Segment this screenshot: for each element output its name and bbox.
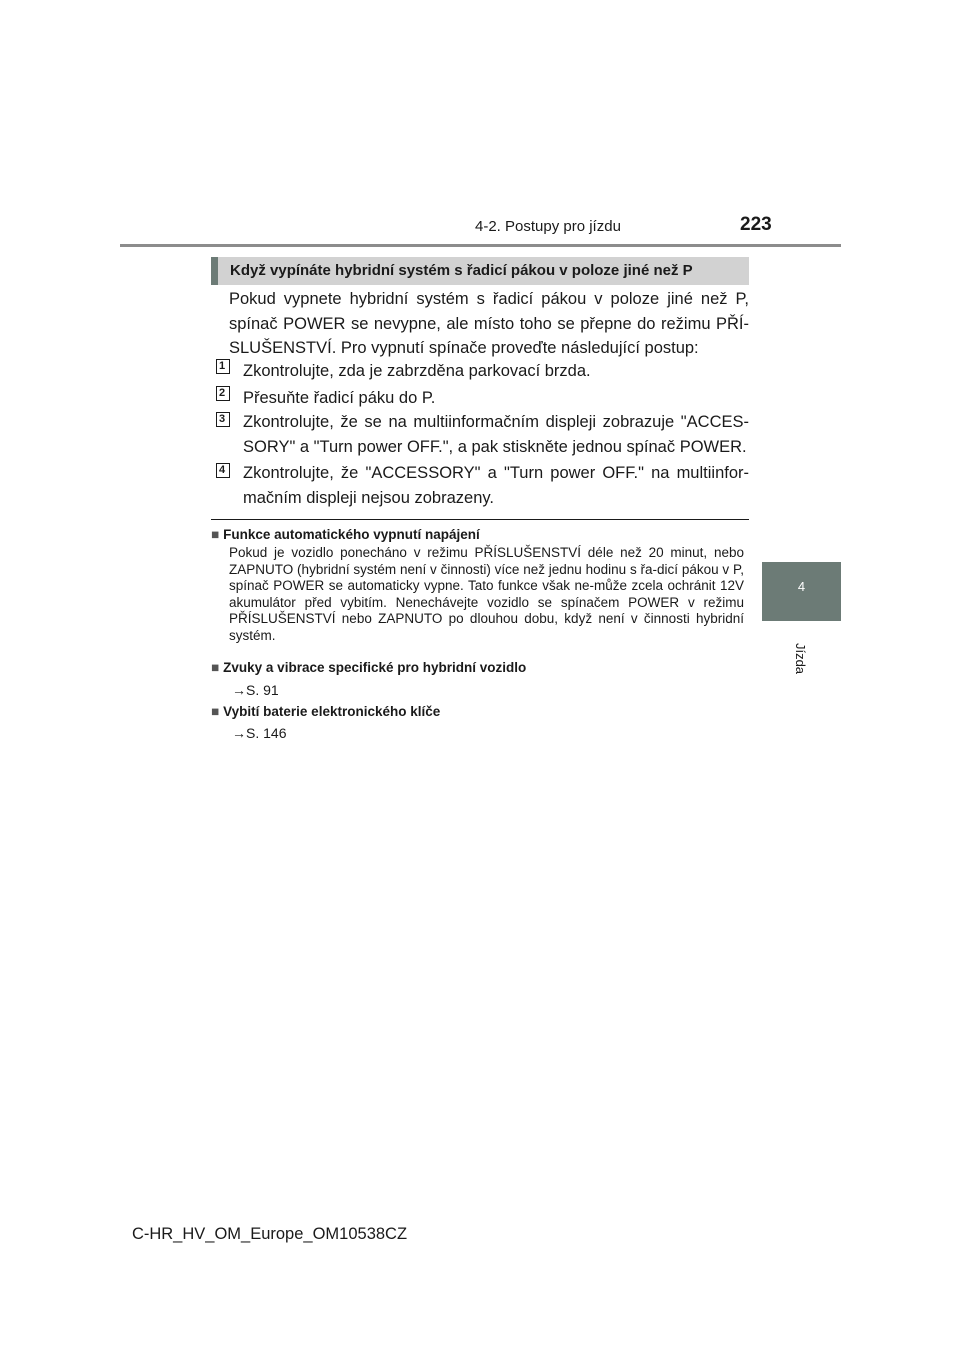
note-title-sounds xyxy=(211,660,526,675)
chapter-label-text: Jízda xyxy=(793,642,809,674)
note-title-text: Vybití baterie elektronického klíče xyxy=(223,704,441,719)
note-marker: ■ xyxy=(211,527,220,542)
step-text-2: Přesuňte řadicí páku do P. xyxy=(243,389,436,407)
intro-paragraph: Pokud vypnete hybridní systém s řadicí pákou v poloze jiné než P, spínač POWER se nevypne, ale místo toho se přepne do režimu PŘÍ-SLUŠENSTVÍ. Pro vypnutí spínače proveďte následující postup: xyxy=(229,290,749,357)
step-number-3: 3 xyxy=(216,412,230,427)
note-ref-key-battery[interactable]: →S. 146 xyxy=(232,725,287,741)
chapter-number: 4 xyxy=(797,579,806,594)
note-marker: ■ xyxy=(211,704,220,719)
step-text-1: Zkontrolujte, zda je zabrzděna parkovací brzda. xyxy=(243,362,591,380)
notes-rule xyxy=(211,519,749,520)
note-title-text: Funkce automatického vypnutí napájení xyxy=(223,527,480,542)
step-text-3: Zkontrolujte, že se na multiinformačním displeji zobrazuje "ACCES-SORY" a "Turn power OFF.", a pak stiskněte jednou spínač POWER. xyxy=(243,413,749,456)
note-ref-sounds[interactable]: →S. 91 xyxy=(232,682,279,698)
note-marker: ■ xyxy=(211,660,220,675)
note-title-text: Zvuky a vibrace specifické pro hybridní vozidlo xyxy=(223,660,527,675)
step-number-2: 2 xyxy=(216,386,230,401)
chapter-label xyxy=(771,628,831,688)
section-heading: Když vypínáte hybridní systém s řadicí pákou v poloze jiné než P xyxy=(211,257,749,285)
header-section: 4-2. Postupy pro jízdu xyxy=(475,218,621,235)
step-number-4: 4 xyxy=(216,463,230,478)
footer-code: C-HR_HV_OM_Europe_OM10538CZ xyxy=(131,1225,408,1243)
note-title-key-battery xyxy=(211,704,440,719)
header-rule xyxy=(120,244,841,247)
note-body-auto-off: Pokud je vozidlo ponecháno v režimu PŘÍSLUŠENSTVÍ déle než 20 minut, nebo ZAPNUTO (hybridní systém není v činnosti) více než jednu hodinu s řa-dicí pákou v P, spínač POWER se automaticky vypne. Tato funkce však ne-může zcela ochránit 12V akumulátor před vybitím. Nenechávejte vozidlo se spínačem POWER v režimu PŘÍSLUŠENSTVÍ nebo ZAPNUTO po dlouhou dobu, když není v činnosti hybridní systém. xyxy=(229,545,744,643)
step-number-1: 1 xyxy=(216,359,230,374)
page-number: 223 xyxy=(740,214,772,235)
note-title-auto-off xyxy=(211,527,480,542)
step-text-4: Zkontrolujte, že "ACCESSORY" a "Turn power OFF." na multiinfor-mačním displeji nejsou zobrazeny. xyxy=(243,464,749,507)
